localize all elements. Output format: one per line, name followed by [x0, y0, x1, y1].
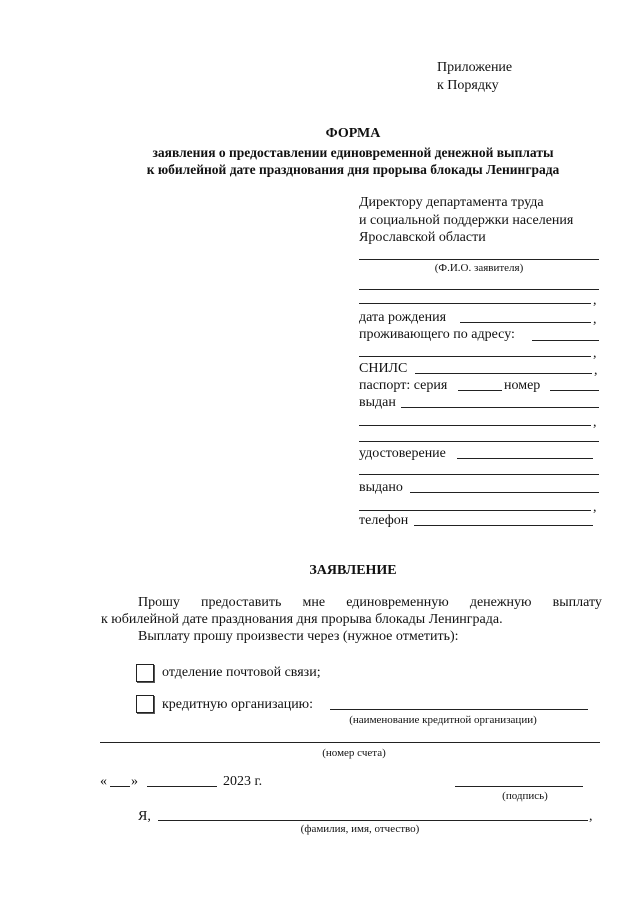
applicant-fio-caption: (Ф.И.О. заявителя): [434, 262, 524, 274]
issued-field-1[interactable]: [401, 407, 599, 408]
birth-date-field[interactable]: [460, 322, 591, 323]
issued-field-2[interactable]: [359, 425, 591, 426]
account-number-caption: (номер счета): [322, 747, 386, 759]
birth-date-label: дата рождения: [359, 310, 447, 325]
issued-label: выдан: [359, 395, 396, 410]
certificate-field[interactable]: [457, 458, 593, 459]
comma: ,: [593, 312, 597, 327]
statement-word: предоставить: [201, 595, 282, 610]
address-field-2[interactable]: [359, 356, 591, 357]
date-day-field[interactable]: [110, 786, 130, 787]
comma: ,: [593, 500, 597, 515]
issued2-field-1[interactable]: [410, 492, 599, 493]
credit-org-checkbox[interactable]: [136, 695, 154, 713]
statement-word: Прошу: [138, 595, 180, 610]
form-subtitle-line-1: заявления о предоставлении единовременной денежной выплаты: [152, 145, 554, 160]
applicant-extra-field-1[interactable]: [359, 289, 599, 290]
post-office-label: отделение почтовой связи;: [162, 665, 321, 680]
passport-number-label: номер: [504, 378, 541, 393]
appendix-line-2: к Порядку: [437, 78, 499, 93]
credit-org-label: кредитную организацию:: [162, 697, 314, 712]
passport-series-label: паспорт: серия: [359, 378, 448, 393]
addressee-line-2: и социальной поддержки населения: [359, 213, 574, 228]
certificate-field-2[interactable]: [359, 474, 599, 475]
consent-fio-field[interactable]: [158, 820, 588, 821]
date-close-quote: »: [131, 774, 138, 789]
passport-series-field[interactable]: [458, 390, 502, 391]
form-subtitle-line-2: к юбилейной дате празднования дня прорыва блокады Ленинграда: [146, 162, 560, 177]
statement-paragraph-2: Выплату прошу произвести через (нужное отметить):: [138, 629, 459, 644]
phone-field[interactable]: [414, 525, 593, 526]
credit-org-caption: (наименование кредитной организации): [349, 714, 537, 726]
statement-word: мне: [302, 595, 326, 610]
phone-label: телефон: [359, 513, 409, 528]
passport-number-field[interactable]: [550, 390, 599, 391]
account-number-field[interactable]: [100, 742, 600, 743]
comma: ,: [594, 363, 598, 378]
date-year: 2023 г.: [223, 774, 263, 789]
statement-word: денежную: [469, 595, 532, 610]
issued2-label: выдано: [359, 480, 403, 495]
date-open-quote: «: [100, 774, 107, 789]
issued-field-3[interactable]: [359, 441, 599, 442]
addressee-line-1: Директору департамента труда: [359, 195, 544, 210]
applicant-fio-field[interactable]: [359, 259, 599, 260]
applicant-extra-field-2[interactable]: [359, 303, 591, 304]
snils-field[interactable]: [415, 373, 592, 374]
comma: ,: [589, 809, 593, 824]
address-field-1[interactable]: [532, 340, 599, 341]
issued2-field-2[interactable]: [359, 510, 591, 511]
statement-paragraph-line-1: [138, 594, 602, 611]
statement-word: единовременную: [346, 595, 449, 610]
statement-word: выплату: [552, 595, 602, 610]
statement-paragraph-line-2: к юбилейной дате празднования дня прорыва блокады Ленинграда.: [101, 612, 503, 627]
comma: ,: [593, 346, 597, 361]
certificate-label: удостоверение: [359, 446, 446, 461]
credit-org-name-field[interactable]: [330, 709, 588, 710]
appendix-line-1: Приложение: [437, 60, 513, 75]
post-office-checkbox[interactable]: [136, 664, 154, 682]
snils-label: СНИЛС: [359, 361, 408, 376]
addressee-line-3: Ярославской области: [359, 230, 486, 245]
comma: ,: [593, 415, 597, 430]
consent-fio-caption: (фамилия, имя, отчество): [300, 823, 420, 835]
comma: ,: [593, 293, 597, 308]
form-title: ФОРМА: [325, 126, 381, 141]
signature-caption: (подпись): [502, 790, 548, 802]
signature-field[interactable]: [455, 786, 583, 787]
statement-heading: ЗАЯВЛЕНИЕ: [309, 563, 397, 578]
address-label: проживающего по адресу:: [359, 327, 515, 342]
consent-ya: Я,: [138, 809, 151, 824]
date-month-field[interactable]: [147, 786, 217, 787]
